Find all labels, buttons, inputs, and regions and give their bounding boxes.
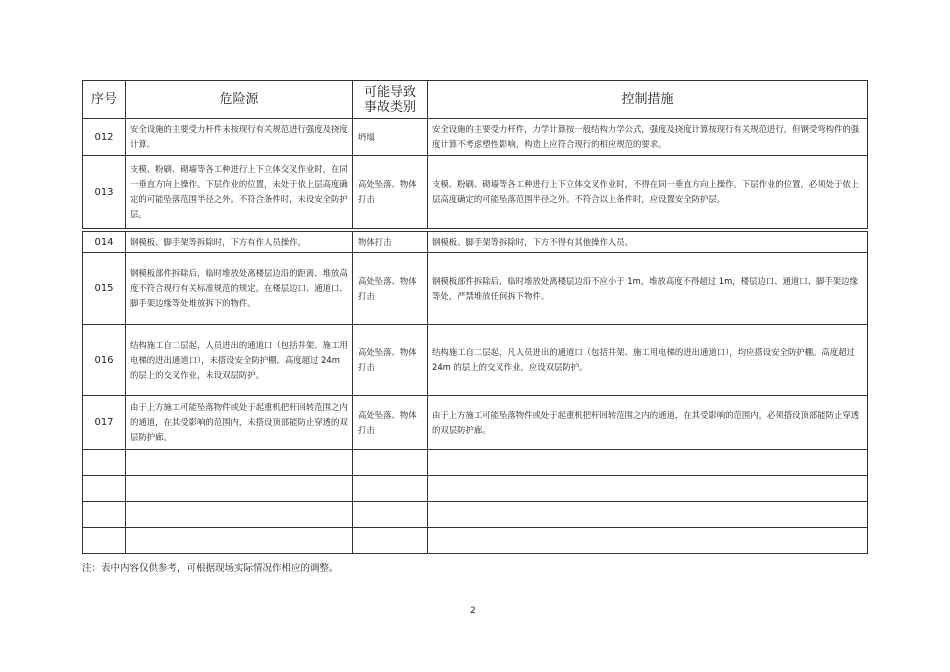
row-hazard: 钢模板、脚手架等拆除时，下方有作人员操作。 — [126, 232, 353, 253]
row-measures: 钢模板部件拆除后，临时堆放处离楼层边沿不应小于 1m，堆放高度不得超过 1m，楼层边口、通道口、脚手架边缘等处，严禁堆放任何拆下物件。 — [428, 253, 868, 325]
header-hazard: 危险源 — [126, 81, 353, 119]
row-no: 013 — [83, 156, 126, 229]
table-row — [83, 232, 868, 253]
table-row — [83, 156, 868, 229]
row-no: 016 — [83, 325, 126, 396]
header-no: 序号 — [83, 81, 126, 119]
hazard-control-table — [82, 80, 868, 554]
header-measures: 控制措施 — [428, 81, 868, 119]
page-number: 2 — [470, 606, 476, 616]
empty-row — [83, 502, 868, 528]
row-no: 012 — [83, 119, 126, 156]
table-row — [83, 119, 868, 156]
row-measures: 由于上方施工可能坠落物件或处于起重机把杆回转范围之内的通道，在其受影响的范围内，必须搭设顶部能防止穿透的双层防护廊。 — [428, 396, 868, 450]
row-no: 014 — [83, 232, 126, 253]
row-hazard: 钢模板部件拆除后，临时堆放处离楼层边沿的距离、堆放高度不符合现行有关标准规范的规定。在楼层边口、通道口、脚手架边缘等处堆放拆下的物件。 — [126, 253, 353, 325]
row-no: 015 — [83, 253, 126, 325]
table-footnote: 注：表中内容仅供参考，可根据现场实际情况作相应的调整。 — [82, 563, 339, 574]
row-no: 017 — [83, 396, 126, 450]
table-row — [83, 325, 868, 396]
row-hazard: 结构施工自二层起，人员进出的通道口（包括井架、施工用电梯的进出通道口），未搭设安全防护棚。高度超过 24m 的层上的交叉作业，未设双层防护。 — [126, 325, 353, 396]
row-hazard: 由于上方施工可能坠落物件或处于起重机把杆回转范围之内的通道，在其受影响的范围内，未搭设顶部能防止穿透的双层防护廊。 — [126, 396, 353, 450]
table-row — [83, 253, 868, 325]
row-measures: 安全设施的主要受力杆件，力学计算按一般结构力学公式，强度及挠度计算按现行有关规范进行，但钢受弯构件的强度计算不考虑塑性影响，构造上应符合现行的相应规范的要求。 — [428, 119, 868, 156]
empty-row — [83, 450, 868, 476]
row-category: 高处坠落、物体打击 — [353, 396, 428, 450]
row-measures: 钢模板、脚手架等拆除时，下方不得有其他操作人员。 — [428, 232, 868, 253]
table-row — [83, 396, 868, 450]
table-header-row — [83, 81, 868, 119]
row-measures: 结构施工自二层起，凡人员进出的通道口（包括井架、施工用电梯的进出通道口），均应搭设安全防护棚。高度超过 24m 的层上的交叉作业，应设双层防护。 — [428, 325, 868, 396]
header-category: 可能导致 事故类别 — [353, 81, 428, 119]
row-category: 物体打击 — [353, 232, 428, 253]
row-category: 高处坠落、物体打击 — [353, 156, 428, 229]
row-hazard: 安全设施的主要受力杆件未按现行有关规范进行强度及挠度计算。 — [126, 119, 353, 156]
empty-row — [83, 476, 868, 502]
row-hazard: 支模、粉刷、砌墙等各工种进行上下立体交叉作业时，在同一垂直方向上操作。下层作业的位置，未处于依上层高度确定的可能坠落范围半径之外。不符合条件时，未设安全防护层。 — [126, 156, 353, 229]
row-category: 坍塌 — [353, 119, 428, 156]
empty-row — [83, 528, 868, 554]
row-measures: 支模、粉刷、砌墙等各工种进行上下立体交叉作业时，不得在同一垂直方向上操作。下层作业的位置，必须处于依上层高度确定的可能坠落范围半径之外。不符合以上条件时，应设置安全防护层。 — [428, 156, 868, 229]
row-category: 高处坠落、物体打击 — [353, 253, 428, 325]
row-category: 高处坠落、物体打击 — [353, 325, 428, 396]
